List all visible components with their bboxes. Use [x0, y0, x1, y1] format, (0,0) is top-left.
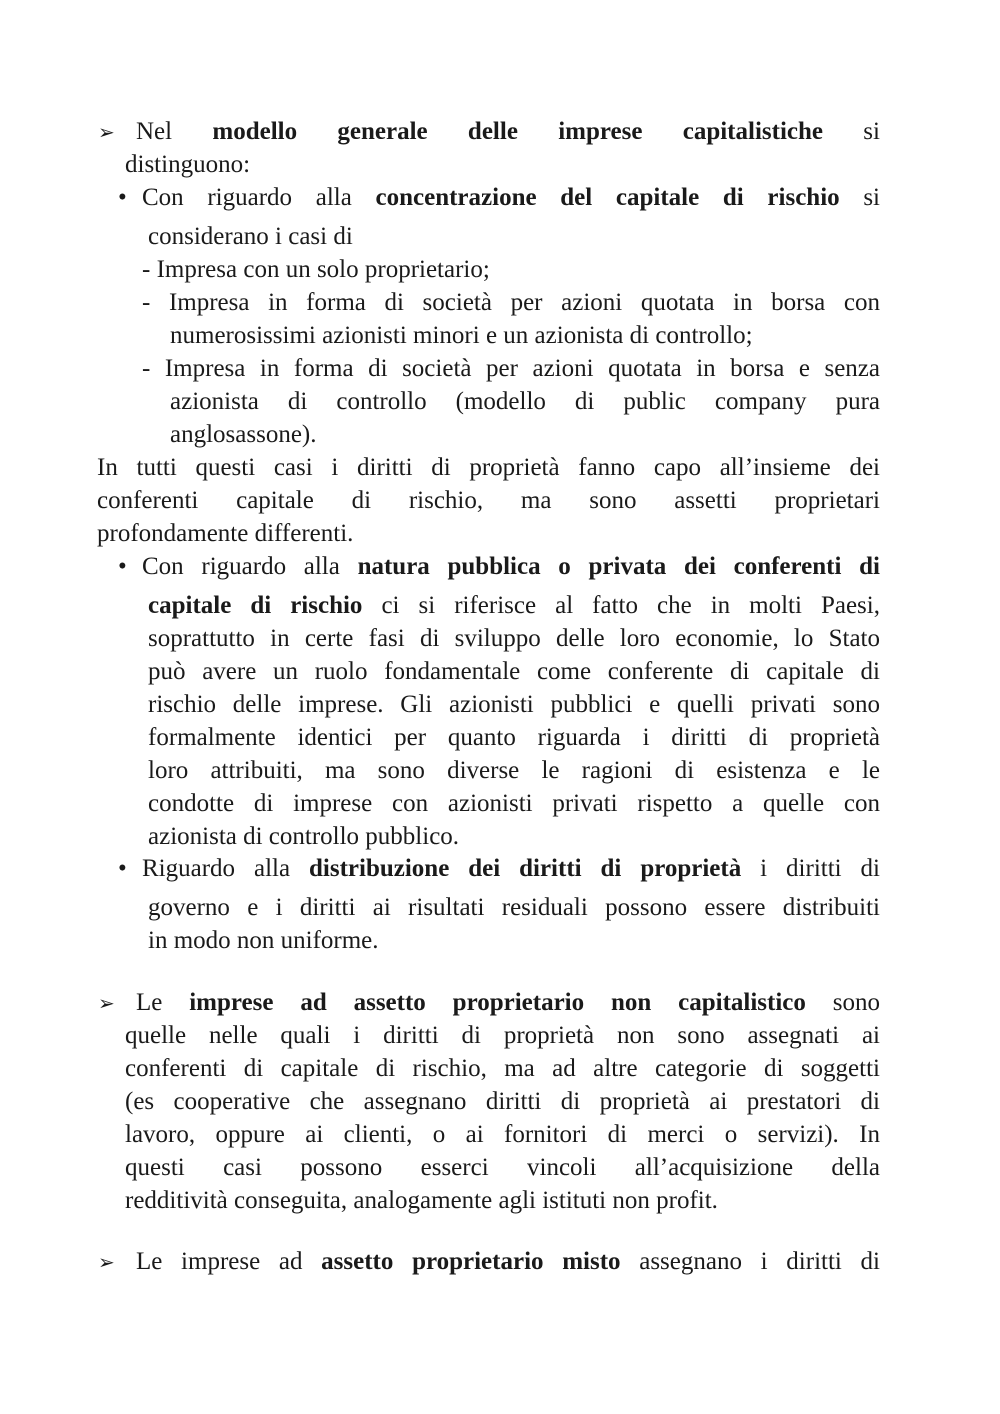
bullet-icon: • [118, 184, 127, 211]
bold-term: imprese ad assetto proprietario non capitalistico [189, 989, 806, 1016]
text-line: anglosassone). [170, 421, 317, 448]
text-line: quelle nelle quali i diritti di proprietà non sono assegnati ai [125, 1022, 880, 1049]
list-item-line: ➢ Le imprese ad assetto proprietario misto assegnano i diritti di [98, 1245, 880, 1278]
bold-term: modello generale delle imprese capitalistiche [212, 118, 823, 145]
text-line: - Impresa in forma di società per azioni quotata in borsa e senza [142, 355, 880, 382]
text-line: - Impresa in forma di società per azioni quotata in borsa con [142, 289, 880, 316]
text-line: rischio delle imprese. Gli azionisti pubblici e quelli privati sono [148, 691, 880, 718]
bullet-icon: • [118, 553, 127, 580]
bold-term: assetto proprietario misto [321, 1248, 621, 1275]
bullet-icon: • [118, 855, 127, 882]
text-line: condotte di imprese con azionisti privati rispetto a quelle con [148, 790, 880, 817]
text-line: capitale di rischio ci si riferisce al fatto che in molti Paesi, [148, 592, 880, 619]
text-line: - Impresa con un solo proprietario; [142, 256, 490, 283]
text-line: azionista di controllo pubblico. [148, 823, 460, 850]
list-item-line: • Riguardo alla distribuzione dei diritti di proprietà i diritti di [118, 852, 880, 885]
text-line: governo e i diritti ai risultati residuali possono essere distribuiti [148, 894, 880, 921]
text-line: redditività conseguita, analogamente agli istituti non profit. [125, 1187, 718, 1214]
list-item-line: • Con riguardo alla natura pubblica o privata dei conferenti di [118, 550, 880, 583]
text-line: soprattutto in certe fasi di sviluppo delle loro economie, lo Stato [148, 625, 880, 652]
text-line: (es cooperative che assegnano diritti di proprietà ai prestatori di [125, 1088, 880, 1115]
text-line: In tutti questi casi i diritti di proprietà fanno capo all’insieme dei [97, 454, 880, 481]
bold-term: capitale di rischio [148, 592, 363, 619]
text-line: numerosissimi azionisti minori e un azionista di controllo; [170, 322, 753, 349]
list-item-line: • Con riguardo alla concentrazione del capitale di rischio si [118, 181, 880, 214]
text-line: loro attribuiti, ma sono diverse le ragioni di esistenza e le [148, 757, 880, 784]
text-line: distinguono: [125, 151, 251, 178]
text-line: lavoro, oppure ai clienti, o ai fornitori di merci o servizi). In [125, 1121, 880, 1148]
text-line: conferenti di capitale di rischio, ma ad altre categorie di soggetti [125, 1055, 880, 1082]
text-line: può avere un ruolo fondamentale come conferente di capitale di [148, 658, 880, 685]
text-line: questi casi possono esserci vincoli all’acquisizione della [125, 1154, 880, 1181]
arrow-bullet-icon: ➢ [98, 120, 115, 144]
list-item-line: ➢ Le imprese ad assetto proprietario non capitalistico sono [98, 986, 880, 1019]
bold-term: natura pubblica o privata dei conferenti di [357, 553, 880, 580]
text-line: profondamente differenti. [97, 520, 354, 547]
text-line: in modo non uniforme. [148, 927, 379, 954]
text-line: formalmente identici per quanto riguarda i diritti di proprietà [148, 724, 880, 751]
text-line: considerano i casi di [148, 223, 353, 250]
text-line: conferenti capitale di rischio, ma sono assetti proprietari [97, 487, 880, 514]
arrow-bullet-icon: ➢ [98, 991, 115, 1015]
bold-term: concentrazione del capitale di rischio [375, 184, 840, 211]
text-line: azionista di controllo (modello di public company pura [170, 388, 880, 415]
arrow-bullet-icon: ➢ [98, 1250, 115, 1274]
bold-term: distribuzione dei diritti di proprietà [309, 855, 742, 882]
list-item-line: ➢ Nel modello generale delle imprese capitalistiche si [98, 115, 880, 148]
